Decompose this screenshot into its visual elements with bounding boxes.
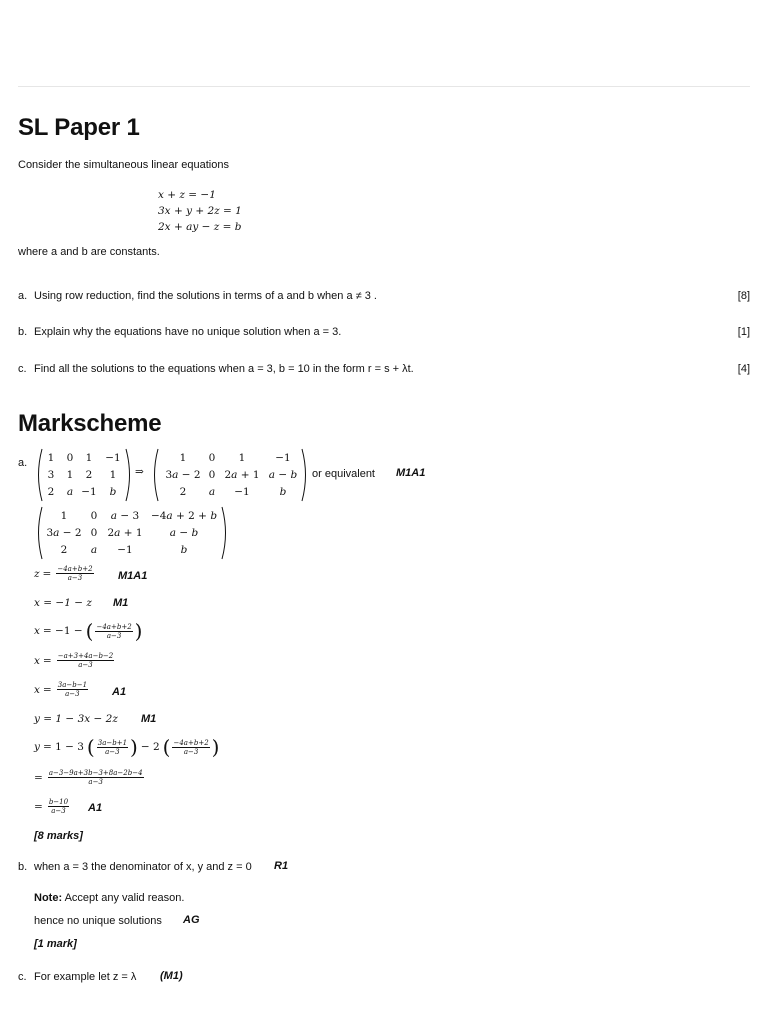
mark-m1a1-1: M1A1 <box>396 467 426 479</box>
top-divider <box>18 86 750 87</box>
ms-a-label: a. <box>18 457 28 469</box>
svg-text:−4a + 2 + b: −4a + 2 + b <box>150 510 218 522</box>
svg-text:−1: −1 <box>105 452 121 464</box>
ms-x-equation-2: x = −1 − ( $\frac{-4a+b+2}{a-3}$ ) <box>34 619 143 643</box>
svg-text:b: b <box>180 544 188 556</box>
svg-text:2a + 1: 2a + 1 <box>107 527 143 539</box>
ms-y-equation-1: y = 1 − 3x − 2z <box>34 713 118 725</box>
ms-y-equation-2: y = 1 − 3 ( $\frac{3a-b+1}{a-3}$ ) − 2 ( $\frac{-4a+b+2}{a-3}$ ) <box>34 735 220 759</box>
mark-y-1: M1 <box>141 713 157 725</box>
fraction: $\frac{3a-b-1}{a-3}$ <box>57 681 88 698</box>
ms-y-equation-3: = $\frac{a-3-9a+3b-3+8a-2b-4}{a-3}$ <box>34 769 143 786</box>
fraction: $\frac{-4a+b+2}{a-3}$ <box>96 622 132 640</box>
svg-text:0: 0 <box>90 510 98 522</box>
note-label: Note: <box>34 892 63 904</box>
ms-x-equation-1: x = −1 − z <box>34 597 92 609</box>
ms-b-label: b. <box>18 861 28 873</box>
equation-1: x + z = −1 <box>158 189 216 201</box>
mark-y-result: A1 <box>88 802 103 814</box>
equation-system <box>158 187 242 235</box>
svg-text:1: 1 <box>47 452 55 464</box>
question-c-marks: [4] <box>737 363 750 375</box>
markscheme-title: Markscheme <box>18 410 162 437</box>
svg-text:0: 0 <box>66 452 74 464</box>
fraction: $\frac{a-3-9a+3b-3+8a-2b-4}{a-3}$ <box>48 769 143 786</box>
question-b-label: b. <box>18 326 28 338</box>
ms-c-label: c. <box>18 971 27 983</box>
matrix-augmented-1 <box>34 447 134 503</box>
ms-y-result: = $\frac{b-10}{a-3}$ <box>34 798 69 815</box>
svg-text:2: 2 <box>85 469 93 481</box>
fraction: $\frac{3a-b+1}{a-3}$ <box>97 738 128 756</box>
svg-text:−1: −1 <box>234 486 250 498</box>
svg-text:0: 0 <box>90 527 98 539</box>
svg-text:1: 1 <box>60 510 68 522</box>
fraction: $\frac{-4a+b+2}{a-3}$ <box>57 565 93 582</box>
ms-c-text: For example let z = λ <box>34 971 137 983</box>
svg-text:b: b <box>279 486 287 498</box>
ms-b-total: [1 mark] <box>34 938 77 950</box>
mark-r1: R1 <box>274 860 289 872</box>
equation-2: 3x + y + 2z = 1 <box>158 205 242 217</box>
svg-text:a: a <box>66 486 74 498</box>
question-b-text: Explain why the equations have no unique solution when a = 3. <box>34 326 342 338</box>
svg-text:3: 3 <box>47 469 55 481</box>
equation-3: 2x + ay − z = b <box>158 221 242 233</box>
question-a-label: a. <box>18 290 28 302</box>
svg-text:1: 1 <box>109 469 117 481</box>
svg-text:3a − 2: 3a − 2 <box>46 527 82 539</box>
fraction: $\frac{b-10}{a-3}$ <box>48 798 69 815</box>
svg-text:1: 1 <box>85 452 93 464</box>
matrix-augmented-3 <box>34 505 230 561</box>
mark-m1-c: (M1) <box>160 970 183 982</box>
svg-text:−1: −1 <box>275 452 291 464</box>
mark-x-1: M1 <box>113 597 129 609</box>
ms-x-equation-3: x = $\frac{-a+3+4a-b-2}{a-3}$ <box>34 652 114 669</box>
intro-text: Consider the simultaneous linear equations <box>18 159 229 171</box>
question-c-text: Find all the solutions to the equations when a = 3, b = 10 in the form r = s + λt. <box>34 363 414 375</box>
mark-ag: AG <box>183 914 200 926</box>
svg-text:a − b: a − b <box>169 527 199 539</box>
svg-text:a − 3: a − 3 <box>110 510 140 522</box>
svg-text:a: a <box>90 544 98 556</box>
mark-x-result: A1 <box>112 686 127 698</box>
ms-z-equation: z = $\frac{-4a+b+2}{a-3}$ <box>34 565 93 582</box>
svg-text:a − b: a − b <box>268 469 298 481</box>
note-text: Accept any valid reason. <box>64 892 185 904</box>
question-a-text: Using row reduction, find the solutions in terms of a and b when a ≠ 3 . <box>34 290 377 302</box>
svg-text:2: 2 <box>179 486 187 498</box>
constants-note: where a and b are constants. <box>18 246 160 258</box>
svg-text:2: 2 <box>47 486 55 498</box>
svg-text:a: a <box>208 486 216 498</box>
svg-text:−1: −1 <box>81 486 97 498</box>
fraction: $\frac{-4a+b+2}{a-3}$ <box>173 738 209 756</box>
svg-text:−1: −1 <box>117 544 133 556</box>
svg-text:1: 1 <box>238 452 246 464</box>
svg-text:0: 0 <box>208 452 216 464</box>
implies-arrow: ⇒ <box>135 466 144 478</box>
page-title: SL Paper 1 <box>18 114 140 141</box>
ms-b-text: when a = 3 the denominator of x, y and z = 0 <box>34 861 252 873</box>
svg-text:2a + 1: 2a + 1 <box>224 469 260 481</box>
question-a-marks: [8] <box>737 290 750 302</box>
ms-hence-text: hence no unique solutions <box>34 915 162 927</box>
ms-a-total: [8 marks] <box>34 830 83 842</box>
question-c-label: c. <box>18 363 27 375</box>
ms-note <box>34 891 184 905</box>
or-equivalent-text: or equivalent <box>312 468 375 480</box>
svg-text:2: 2 <box>60 544 68 556</box>
matrix-augmented-2 <box>150 447 310 503</box>
svg-text:1: 1 <box>66 469 74 481</box>
mark-z: M1A1 <box>118 570 148 582</box>
svg-text:0: 0 <box>208 469 216 481</box>
svg-text:3a − 2: 3a − 2 <box>165 469 201 481</box>
question-b-marks: [1] <box>737 326 750 338</box>
svg-text:b: b <box>109 486 117 498</box>
svg-text:1: 1 <box>179 452 187 464</box>
fraction: $\frac{-a+3+4a-b-2}{a-3}$ <box>57 652 114 669</box>
ms-x-result: x = $\frac{3a-b-1}{a-3}$ <box>34 681 88 698</box>
